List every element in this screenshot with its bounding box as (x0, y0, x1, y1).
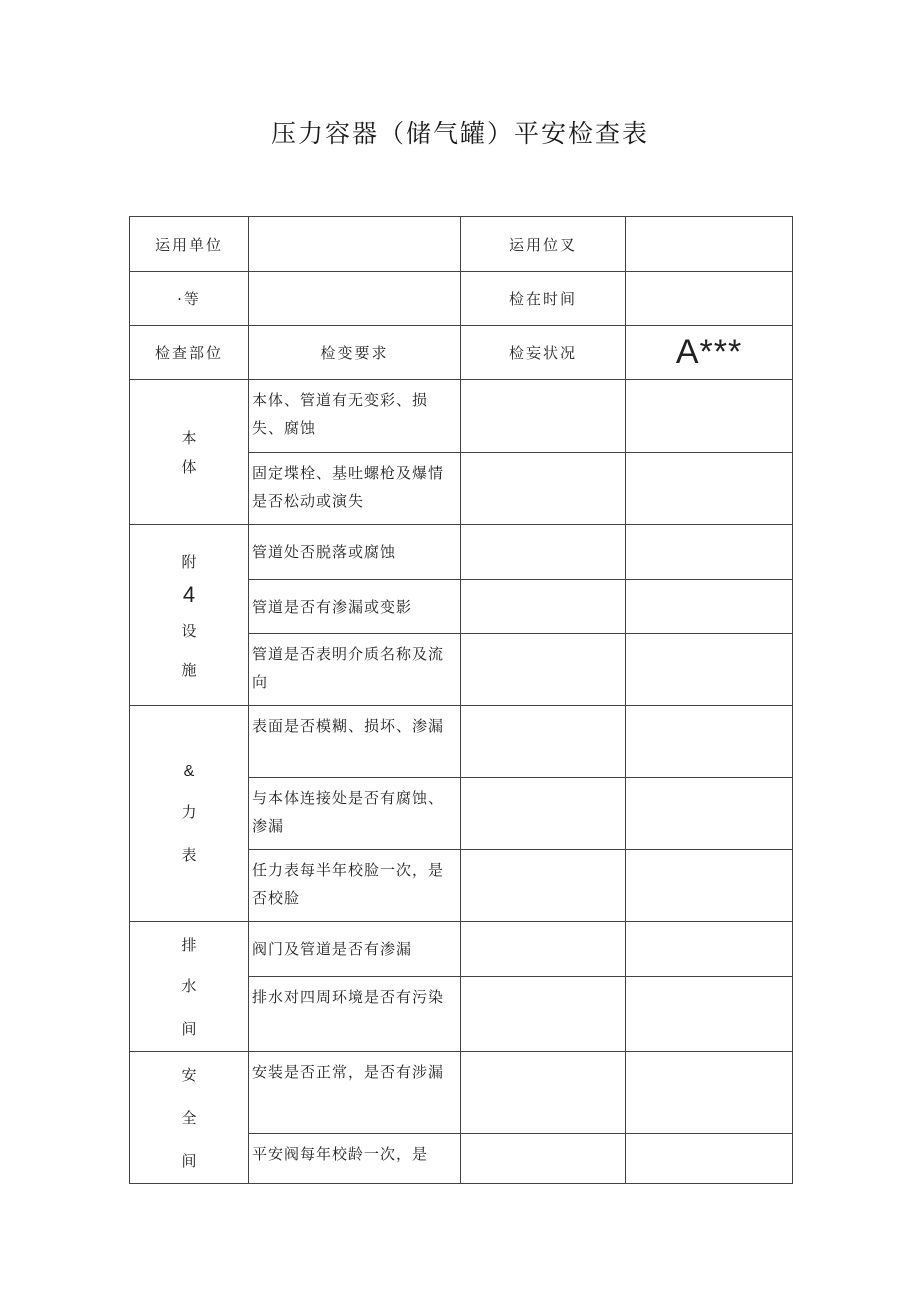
group-attachments-label (130, 525, 249, 706)
group-safety-valve-label (130, 1052, 249, 1184)
group-label-line: & (183, 762, 195, 780)
note-cell[interactable] (626, 1134, 793, 1184)
note-cell[interactable] (626, 580, 793, 634)
requirement-item: 管道是否表明介质名称及流向 (249, 634, 461, 706)
group-label-line: 施 (181, 660, 197, 679)
page-title: 压力容器（储气罐）平安检查表 (270, 119, 649, 148)
status-cell[interactable] (461, 380, 626, 453)
group-label-line: 水 (181, 977, 197, 995)
requirement-item: 与本体连接处是否有腐蚀、渗漏 (249, 778, 461, 850)
requirement-item: 阀门及管道是否有渗漏 (249, 922, 461, 977)
status-cell[interactable] (461, 706, 626, 778)
note-cell[interactable] (626, 1052, 793, 1134)
note-cell[interactable] (626, 850, 793, 922)
group-label-line: 全 (181, 1109, 197, 1127)
status-cell[interactable] (461, 525, 626, 580)
group-drain-valve-label (130, 922, 249, 1052)
status-cell[interactable] (461, 1134, 626, 1184)
group-label-line: 间 (181, 1152, 197, 1170)
group-label-line: 排 (181, 936, 197, 954)
location-label: 运用位叉 (461, 217, 626, 272)
unit-value-cell[interactable] (249, 217, 461, 272)
requirement-item: 管道是否有渗漏或变影 (249, 580, 461, 634)
requirement-item: 固定堞栓、基吐螺枪及爆情是否松动或演失 (249, 453, 461, 525)
group-label-line: 设 (181, 621, 197, 640)
status-cell[interactable] (461, 977, 626, 1052)
status-cell[interactable] (461, 778, 626, 850)
location-value-cell[interactable] (626, 217, 793, 272)
requirement-label: 检变要求 (249, 326, 461, 380)
part-label: 检查部位 (130, 326, 249, 380)
group-label-line: 力 (181, 802, 197, 821)
note-cell[interactable] (626, 778, 793, 850)
status-cell[interactable] (461, 1052, 626, 1134)
status-cell[interactable] (461, 580, 626, 634)
note-cell[interactable] (626, 380, 793, 453)
time-label: 检在时间 (461, 272, 626, 326)
requirement-item: 本体、管道有无变彩、损失、腐蚀 (249, 380, 461, 453)
time-value-cell[interactable] (626, 272, 793, 326)
note-cell[interactable] (626, 453, 793, 525)
grade-label: ·等 (130, 272, 249, 326)
group-label-line: 体 (181, 458, 197, 476)
note-cell[interactable] (626, 634, 793, 706)
group-label-line: 安 (181, 1066, 197, 1084)
requirement-item: 管道处否脱落或腐蚀 (249, 525, 461, 580)
group-label-line: 4 (182, 581, 196, 607)
unit-label: 运用单位 (130, 217, 249, 272)
group-pressure-gauge-label (130, 706, 249, 922)
group-body-label (130, 380, 249, 525)
group-label-line: 表 (181, 845, 197, 864)
note-cell[interactable] (626, 525, 793, 580)
status-label: 检妄状况 (461, 326, 626, 380)
status-cell[interactable] (461, 922, 626, 977)
note-cell[interactable] (626, 922, 793, 977)
status-cell[interactable] (461, 634, 626, 706)
requirement-item: 表面是否模糊、损坏、渗漏 (249, 706, 461, 778)
group-label-line: 间 (181, 1020, 197, 1038)
inspection-table (129, 216, 793, 1184)
status-cell[interactable] (461, 453, 626, 525)
requirement-item: 平安阀每年校龄一次，是 (249, 1134, 461, 1184)
mark-text: A*** (626, 326, 793, 380)
status-cell[interactable] (461, 850, 626, 922)
requirement-item: 安装是否正常，是否有涉漏 (249, 1052, 461, 1134)
requirement-item: 任力表每半年校脸一次，是否校脸 (249, 850, 461, 922)
group-label-line: 附 (181, 552, 197, 571)
group-label-line: 本 (181, 429, 197, 447)
grade-value-cell[interactable] (249, 272, 461, 326)
requirement-item: 排水对四周环境是否有污染 (249, 977, 461, 1052)
note-cell[interactable] (626, 977, 793, 1052)
note-cell[interactable] (626, 706, 793, 778)
